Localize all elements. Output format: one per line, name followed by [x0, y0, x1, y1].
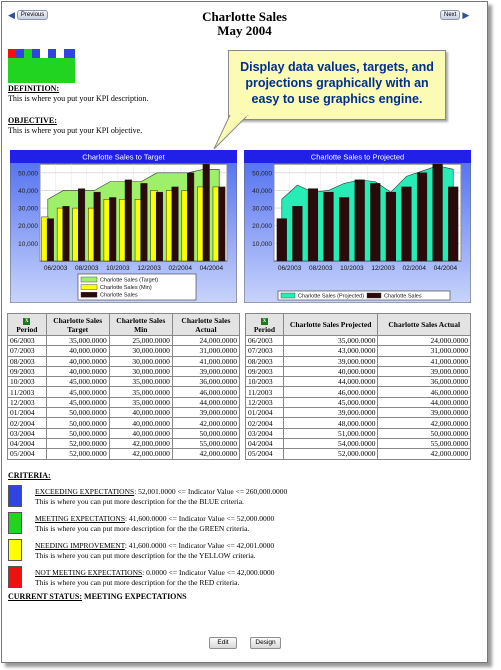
value-cell: 44,000.0000	[378, 397, 471, 407]
criteria-swatch	[8, 512, 22, 534]
criteria-text	[35, 568, 275, 587]
value-cell: 45,000.0000	[283, 397, 378, 407]
y-tick-label: 40,000	[252, 187, 272, 195]
projected-table	[245, 313, 471, 460]
criteria-swatch	[8, 566, 22, 588]
legend-swatch	[367, 293, 381, 298]
table-row	[246, 336, 471, 346]
x-tick-label: 10/2003	[340, 265, 364, 272]
x-tick-label: 02/2004	[168, 265, 192, 272]
value-cell: 43,000.0000	[283, 346, 378, 356]
period-cell: 08/2003	[8, 356, 47, 366]
table-row	[8, 438, 240, 448]
period-cell: 07/2003	[246, 346, 284, 356]
y-tick-label: 40,000	[18, 187, 38, 195]
table-row	[8, 387, 240, 397]
value-cell: 50,000.0000	[378, 428, 471, 438]
chart-sales-to-target	[10, 150, 237, 303]
legend-swatch	[81, 292, 97, 297]
legend-label: Charlotte Sales	[100, 292, 138, 299]
table-row	[246, 438, 471, 448]
y-tick-label: 10,000	[252, 240, 272, 248]
arrow-left-icon: ◀	[8, 9, 15, 20]
column-header	[172, 314, 239, 336]
value-cell: 30,000.0000	[109, 356, 172, 366]
bar	[417, 173, 427, 261]
legend-swatch	[281, 293, 295, 298]
table-row	[8, 449, 240, 459]
legend-label: Charlotte Sales (Target)	[100, 277, 159, 284]
x-tick-label: 12/2003	[137, 265, 161, 272]
value-cell: 25,000.0000	[109, 336, 172, 346]
value-cell: 35,000.0000	[283, 336, 378, 346]
value-cell: 39,000.0000	[283, 408, 378, 418]
value-cell: 54,000.0000	[283, 438, 378, 448]
table-row	[8, 346, 240, 356]
x-tick-label: 08/2003	[75, 265, 99, 272]
bar	[293, 206, 303, 261]
value-cell: 45,000.0000	[46, 377, 109, 387]
value-cell: 44,000.0000	[283, 377, 378, 387]
value-cell: 40,000.0000	[109, 408, 172, 418]
period-cell: 12/2003	[8, 397, 47, 407]
bar	[109, 198, 116, 261]
x-tick-label: 04/2004	[433, 265, 458, 272]
design-button[interactable]: Design	[250, 637, 281, 649]
period-cell: 02/2004	[8, 418, 47, 428]
legend-label: Charlotte Sales (Min)	[100, 285, 152, 292]
value-cell: 45,000.0000	[46, 397, 109, 407]
value-cell: 44,000.0000	[172, 397, 239, 407]
period-cell: 09/2003	[246, 366, 284, 376]
table-row	[8, 397, 240, 407]
criteria-description: This is where you can put more description for the the BLUE criteria.	[35, 496, 244, 506]
column-header	[246, 314, 284, 336]
definition-section	[8, 84, 148, 104]
x-tick-label: 06/2003	[277, 265, 302, 272]
bar	[402, 187, 412, 261]
value-cell: 31,000.0000	[172, 346, 239, 356]
bar	[203, 164, 210, 261]
bar	[386, 192, 396, 261]
criteria-item	[8, 539, 478, 563]
criteria-label: EXCEEDING EXPECTATIONS	[35, 487, 135, 496]
period-cell: 12/2003	[246, 397, 284, 407]
criteria-heading: CRITERIA:	[8, 471, 51, 480]
value-cell: 39,000.0000	[378, 366, 471, 376]
x-tick-label: 12/2003	[371, 265, 395, 272]
value-cell: 39,000.0000	[378, 408, 471, 418]
period-cell: 08/2003	[246, 356, 284, 366]
value-cell: 55,000.0000	[378, 438, 471, 448]
bar	[47, 219, 54, 261]
value-cell: 42,000.0000	[172, 449, 239, 459]
value-cell: 39,000.0000	[283, 356, 378, 366]
bar	[141, 183, 148, 261]
bar	[277, 219, 287, 261]
criteria-label: NEEDING IMPROVEMENT	[35, 541, 125, 550]
value-cell: 39,000.0000	[172, 366, 239, 376]
value-cell: 36,000.0000	[172, 377, 239, 387]
value-cell: 40,000.0000	[46, 356, 109, 366]
legend	[278, 291, 450, 300]
period-cell: 02/2004	[246, 418, 284, 428]
table-row	[8, 366, 240, 376]
column-header-label: Charlotte Sales Target	[53, 315, 103, 334]
value-cell: 46,000.0000	[283, 387, 378, 397]
value-cell: 40,000.0000	[283, 366, 378, 376]
page-title	[2, 10, 487, 38]
legend-label: Charlotte Sales (Projected)	[298, 293, 365, 300]
criteria-text	[35, 514, 274, 533]
value-cell: 24,000.0000	[378, 336, 471, 346]
legend-swatch	[81, 285, 97, 290]
y-tick-label: 20,000	[18, 223, 38, 231]
table-row	[246, 366, 471, 376]
period-cell: 05/2004	[246, 449, 284, 459]
criteria-range: : 41,600.0000 <= Indicator Value <= 52,000.0000	[125, 514, 275, 523]
criteria-text	[35, 541, 274, 560]
criteria-swatch	[8, 485, 22, 507]
table-row	[8, 336, 240, 346]
period-cell: 03/2004	[246, 428, 284, 438]
bar	[125, 180, 132, 261]
current-status-label: CURRENT STATUS:	[8, 592, 83, 601]
period-cell: 03/2004	[8, 428, 47, 438]
criteria-description: This is where you can put more description for the the RED criteria.	[35, 577, 240, 587]
period-cell: 01/2004	[246, 408, 284, 418]
excel-export-icon[interactable]: X	[25, 319, 29, 324]
value-cell: 52,000.0000	[46, 449, 109, 459]
y-tick-label: 50,000	[18, 170, 38, 178]
current-status-value: MEETING EXPECTATIONS	[84, 592, 187, 601]
period-cell: 11/2003	[246, 387, 284, 397]
x-tick-label: 04/2004	[199, 265, 224, 272]
criteria-item	[8, 512, 478, 536]
x-tick-label: 06/2003	[43, 265, 68, 272]
value-cell: 35,000.0000	[109, 397, 172, 407]
chart-title: Charlotte Sales to Projected	[310, 152, 405, 162]
column-header-label: Charlotte Sales Actual	[388, 320, 461, 329]
value-cell: 40,000.0000	[46, 366, 109, 376]
chart-title: Charlotte Sales to Target	[82, 152, 165, 162]
value-cell: 30,000.0000	[109, 346, 172, 356]
table-row	[246, 397, 471, 407]
value-cell: 41,000.0000	[172, 356, 239, 366]
y-tick-label: 30,000	[18, 205, 38, 213]
period-cell: 10/2003	[246, 377, 284, 387]
period-cell: 04/2004	[246, 438, 284, 448]
column-header-label: Charlotte Sales Projected	[289, 320, 372, 329]
value-cell: 40,000.0000	[109, 418, 172, 428]
value-cell: 51,000.0000	[283, 428, 378, 438]
value-cell: 50,000.0000	[46, 408, 109, 418]
column-header	[8, 314, 47, 336]
period-cell: 04/2004	[8, 438, 47, 448]
table-row	[8, 418, 240, 428]
value-cell: 42,000.0000	[378, 418, 471, 428]
criteria-description: This is where you can put more description for the the GREEN criteria.	[35, 523, 250, 533]
period-cell: 11/2003	[8, 387, 47, 397]
callout-tooltip: Display data values, targets, and projections graphically with an easy to use graphics engine.	[228, 50, 446, 120]
table-row	[8, 377, 240, 387]
arrow-right-icon: ▶	[462, 9, 470, 20]
table-row	[246, 346, 471, 356]
column-header-label: Charlotte Sales Min	[116, 315, 166, 334]
column-header	[46, 314, 109, 336]
value-cell: 52,000.0000	[283, 449, 378, 459]
value-cell: 40,000.0000	[46, 346, 109, 356]
value-cell: 24,000.0000	[172, 336, 239, 346]
table-row	[246, 377, 471, 387]
x-tick-label: 10/2003	[106, 265, 130, 272]
value-cell: 45,000.0000	[46, 387, 109, 397]
definition-heading: DEFINITION:	[8, 84, 60, 93]
value-cell: 46,000.0000	[378, 387, 471, 397]
y-tick-label: 50,000	[252, 170, 272, 178]
table-row	[246, 449, 471, 459]
value-cell: 42,000.0000	[109, 438, 172, 448]
report-frame	[1, 1, 488, 663]
criteria-label: MEETING EXPECTATIONS	[35, 514, 126, 523]
value-cell: 39,000.0000	[172, 408, 239, 418]
bar	[187, 173, 194, 261]
value-cell: 52,000.0000	[46, 438, 109, 448]
criteria-range: : 41,600.0000 <= Indicator Value <= 42,001.0000	[124, 541, 275, 550]
excel-export-icon[interactable]: X	[262, 319, 267, 324]
criteria-swatch	[8, 539, 22, 561]
value-cell: 40,000.0000	[109, 428, 172, 438]
criteria-section	[8, 471, 51, 481]
table-row	[8, 428, 240, 438]
bar	[308, 189, 318, 261]
bar	[324, 192, 334, 261]
criteria-item	[8, 566, 478, 590]
period-cell: 01/2004	[8, 408, 47, 418]
legend	[78, 274, 196, 300]
table-row	[8, 408, 240, 418]
value-cell: 42,000.0000	[378, 449, 471, 459]
table-row	[8, 356, 240, 366]
value-cell: 50,000.0000	[46, 428, 109, 438]
callout-pointer	[212, 115, 252, 151]
value-cell: 41,000.0000	[378, 356, 471, 366]
objective-section	[8, 116, 142, 136]
legend-label: Charlotte Sales	[384, 293, 422, 300]
criteria-range: : 0.0000 <= Indicator Value <= 42,000.0000	[142, 568, 275, 577]
value-cell: 35,000.0000	[46, 336, 109, 346]
chart-sales-to-projected	[244, 150, 471, 303]
bar	[78, 189, 85, 261]
value-cell: 46,000.0000	[172, 387, 239, 397]
value-cell: 42,000.0000	[109, 449, 172, 459]
legend-swatch	[81, 277, 97, 282]
bar	[156, 192, 163, 261]
value-cell: 55,000.0000	[172, 438, 239, 448]
bar	[339, 198, 349, 261]
value-cell: 31,000.0000	[378, 346, 471, 356]
value-cell: 35,000.0000	[109, 377, 172, 387]
edit-button[interactable]: Edit	[209, 637, 237, 649]
table-row	[246, 387, 471, 397]
value-cell: 50,000.0000	[46, 418, 109, 428]
column-header-label: Period	[253, 325, 276, 334]
column-header	[378, 314, 471, 336]
table-row	[246, 418, 471, 428]
period-cell: 06/2003	[8, 336, 47, 346]
y-tick-label: 20,000	[252, 223, 272, 231]
status-history-icon	[8, 49, 75, 83]
value-cell: 30,000.0000	[109, 366, 172, 376]
bar	[63, 206, 70, 261]
objective-text: This is where you put your KPI objective.	[8, 126, 143, 135]
column-header	[283, 314, 378, 336]
title-line-1: Charlotte Sales	[202, 9, 287, 24]
period-cell: 07/2003	[8, 346, 47, 356]
value-cell: 35,000.0000	[109, 387, 172, 397]
y-tick-label: 30,000	[252, 205, 272, 213]
criteria-range: : 52,001.0000 <= Indicator Value <= 260,000.0000	[134, 487, 288, 496]
column-header-label: Charlotte Sales Actual	[181, 315, 231, 334]
period-cell: 09/2003	[8, 366, 47, 376]
value-cell: 42,000.0000	[172, 418, 239, 428]
target-table	[7, 313, 240, 460]
period-cell: 05/2004	[8, 449, 47, 459]
bar	[172, 187, 179, 261]
title-line-2: May 2004	[217, 23, 272, 38]
objective-heading: OBJECTIVE:	[8, 116, 57, 125]
criteria-description: This is where you can put more description for the the YELLOW criteria.	[35, 550, 256, 560]
criteria-text	[35, 487, 287, 506]
period-cell: 10/2003	[8, 377, 47, 387]
x-tick-label: 08/2003	[309, 265, 333, 272]
value-cell: 50,000.0000	[172, 428, 239, 438]
next-label: Next	[440, 10, 460, 20]
value-cell: 48,000.0000	[283, 418, 378, 428]
bar	[94, 192, 101, 261]
column-header	[109, 314, 172, 336]
y-tick-label: 10,000	[18, 240, 38, 248]
current-status	[8, 592, 187, 602]
table-row	[246, 356, 471, 366]
bar	[433, 164, 443, 261]
value-cell: 36,000.0000	[378, 377, 471, 387]
definition-text: This is where you put your KPI description.	[8, 94, 149, 103]
bar	[448, 187, 458, 261]
column-header-label: Period	[16, 325, 38, 334]
table-row	[246, 428, 471, 438]
table-row	[246, 408, 471, 418]
bar	[355, 180, 365, 261]
criteria-item	[8, 485, 478, 509]
period-cell: 06/2003	[246, 336, 284, 346]
previous-label: Previous	[17, 10, 48, 20]
criteria-label: NOT MEETING EXPECTATIONS	[35, 568, 143, 577]
bar	[219, 187, 226, 261]
x-tick-label: 02/2004	[402, 265, 426, 272]
bar	[370, 183, 380, 261]
